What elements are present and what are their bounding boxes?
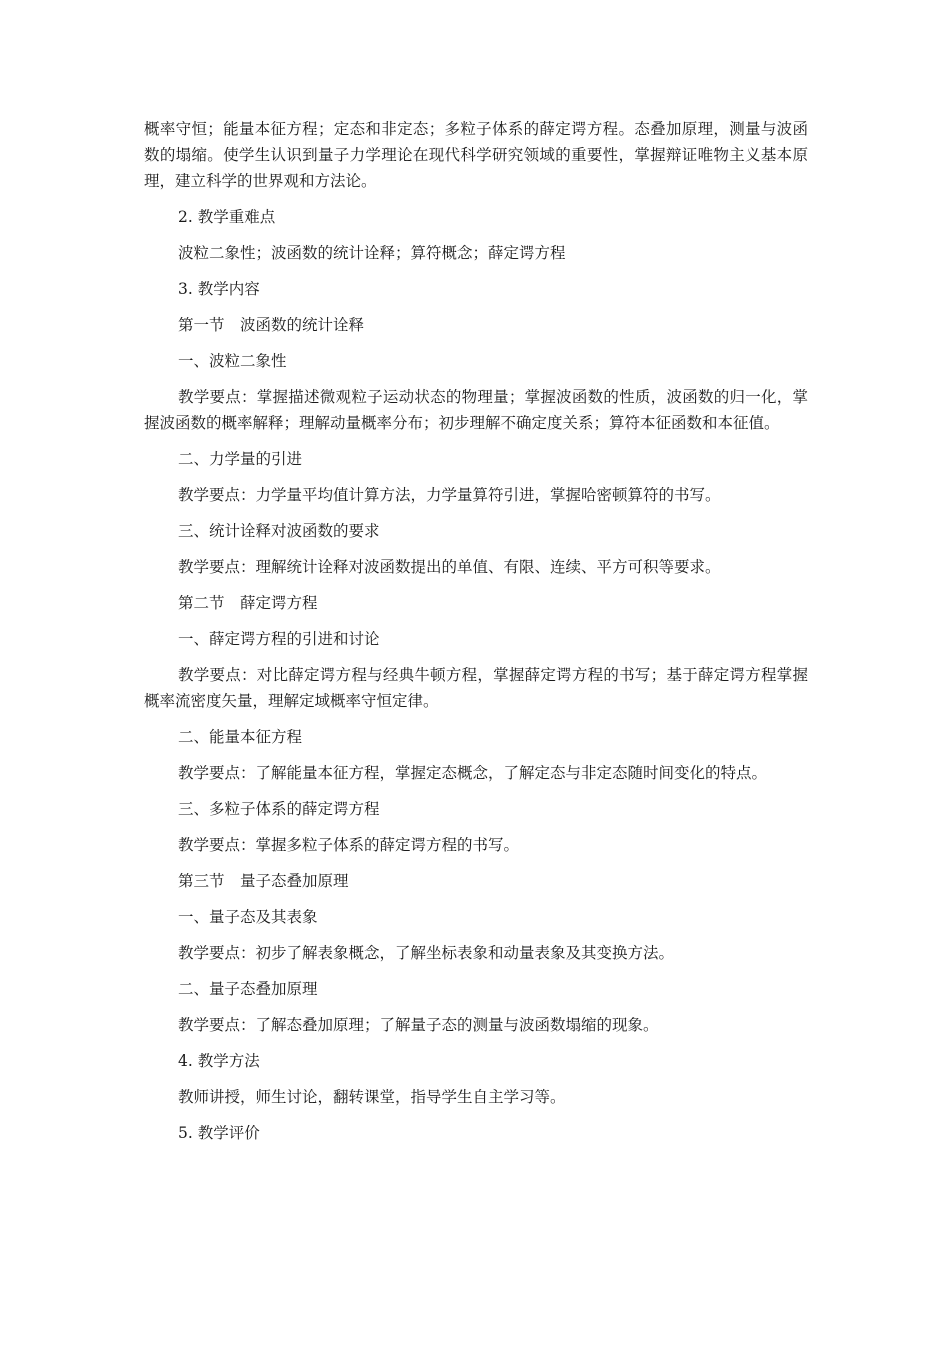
teaching-points-1-1: 教学要点：掌握描述微观粒子运动状态的物理量；掌握波函数的性质，波函数的归一化，掌握波函数的概率解释；理解动量概率分布；初步理解不确定度关系；算符本征函数和本征值。 [144, 388, 808, 432]
teaching-points-2-2: 教学要点：了解能量本征方程，掌握定态概念，了解定态与非定态随时间变化的特点。 [178, 764, 768, 782]
subsection-heading-1: 第一节 波函数的统计诠释 [178, 316, 365, 334]
topic-heading-1-3: 三、统计诠释对波函数的要求 [178, 522, 380, 540]
teaching-points-1-2: 教学要点：力学量平均值计算方法，力学量算符引进，掌握哈密顿算符的书写。 [178, 486, 721, 504]
teaching-points-3-1: 教学要点：初步了解表象概念，了解坐标表象和动量表象及其变换方法。 [178, 944, 675, 962]
teaching-points-2-1: 教学要点：对比薛定谔方程与经典牛顿方程，掌握薛定谔方程的书写；基于薛定谔方程掌握概率流密度矢量，理解定域概率守恒定律。 [144, 666, 808, 710]
subsection-heading-2: 第二节 薛定谔方程 [178, 594, 318, 612]
teaching-points-1-3: 教学要点：理解统计诠释对波函数提出的单值、有限、连续、平方可积等要求。 [178, 558, 721, 576]
section-heading-key-points: 2. 教学重难点 [178, 208, 276, 226]
section-heading-methods: 4. 教学方法 [178, 1052, 260, 1070]
section-heading-evaluation: 5. 教学评价 [178, 1124, 260, 1142]
body-paragraph-methods: 教师讲授，师生讨论，翻转课堂，指导学生自主学习等。 [178, 1088, 566, 1106]
teaching-points-2-3: 教学要点：掌握多粒子体系的薛定谔方程的书写。 [178, 836, 520, 854]
teaching-points-3-2: 教学要点：了解态叠加原理；了解量子态的测量与波函数塌缩的现象。 [178, 1016, 659, 1034]
topic-heading-3-2: 二、量子态叠加原理 [178, 980, 318, 998]
topic-heading-2-3: 三、多粒子体系的薛定谔方程 [178, 800, 380, 818]
topic-heading-1-1: 一、波粒二象性 [178, 352, 287, 370]
document-page [144, 116, 808, 1146]
topic-heading-2-2: 二、能量本征方程 [178, 728, 303, 746]
topic-heading-3-1: 一、量子态及其表象 [178, 908, 318, 926]
subsection-heading-3: 第三节 量子态叠加原理 [178, 872, 349, 890]
section-heading-content: 3. 教学内容 [178, 280, 260, 298]
topic-heading-1-2: 二、力学量的引进 [178, 450, 303, 468]
body-paragraph-key-points: 波粒二象性；波函数的统计诠释；算符概念；薛定谔方程 [178, 244, 566, 262]
topic-heading-2-1: 一、薛定谔方程的引进和讨论 [178, 630, 380, 648]
body-paragraph-objectives: 概率守恒；能量本征方程；定态和非定态；多粒子体系的薛定谔方程。态叠加原理，测量与波函数的塌缩。使学生认识到量子力学理论在现代科学研究领域的重要性，掌握辩证唯物主义基本原理，建立科学的世界观和方法论。 [144, 120, 808, 190]
